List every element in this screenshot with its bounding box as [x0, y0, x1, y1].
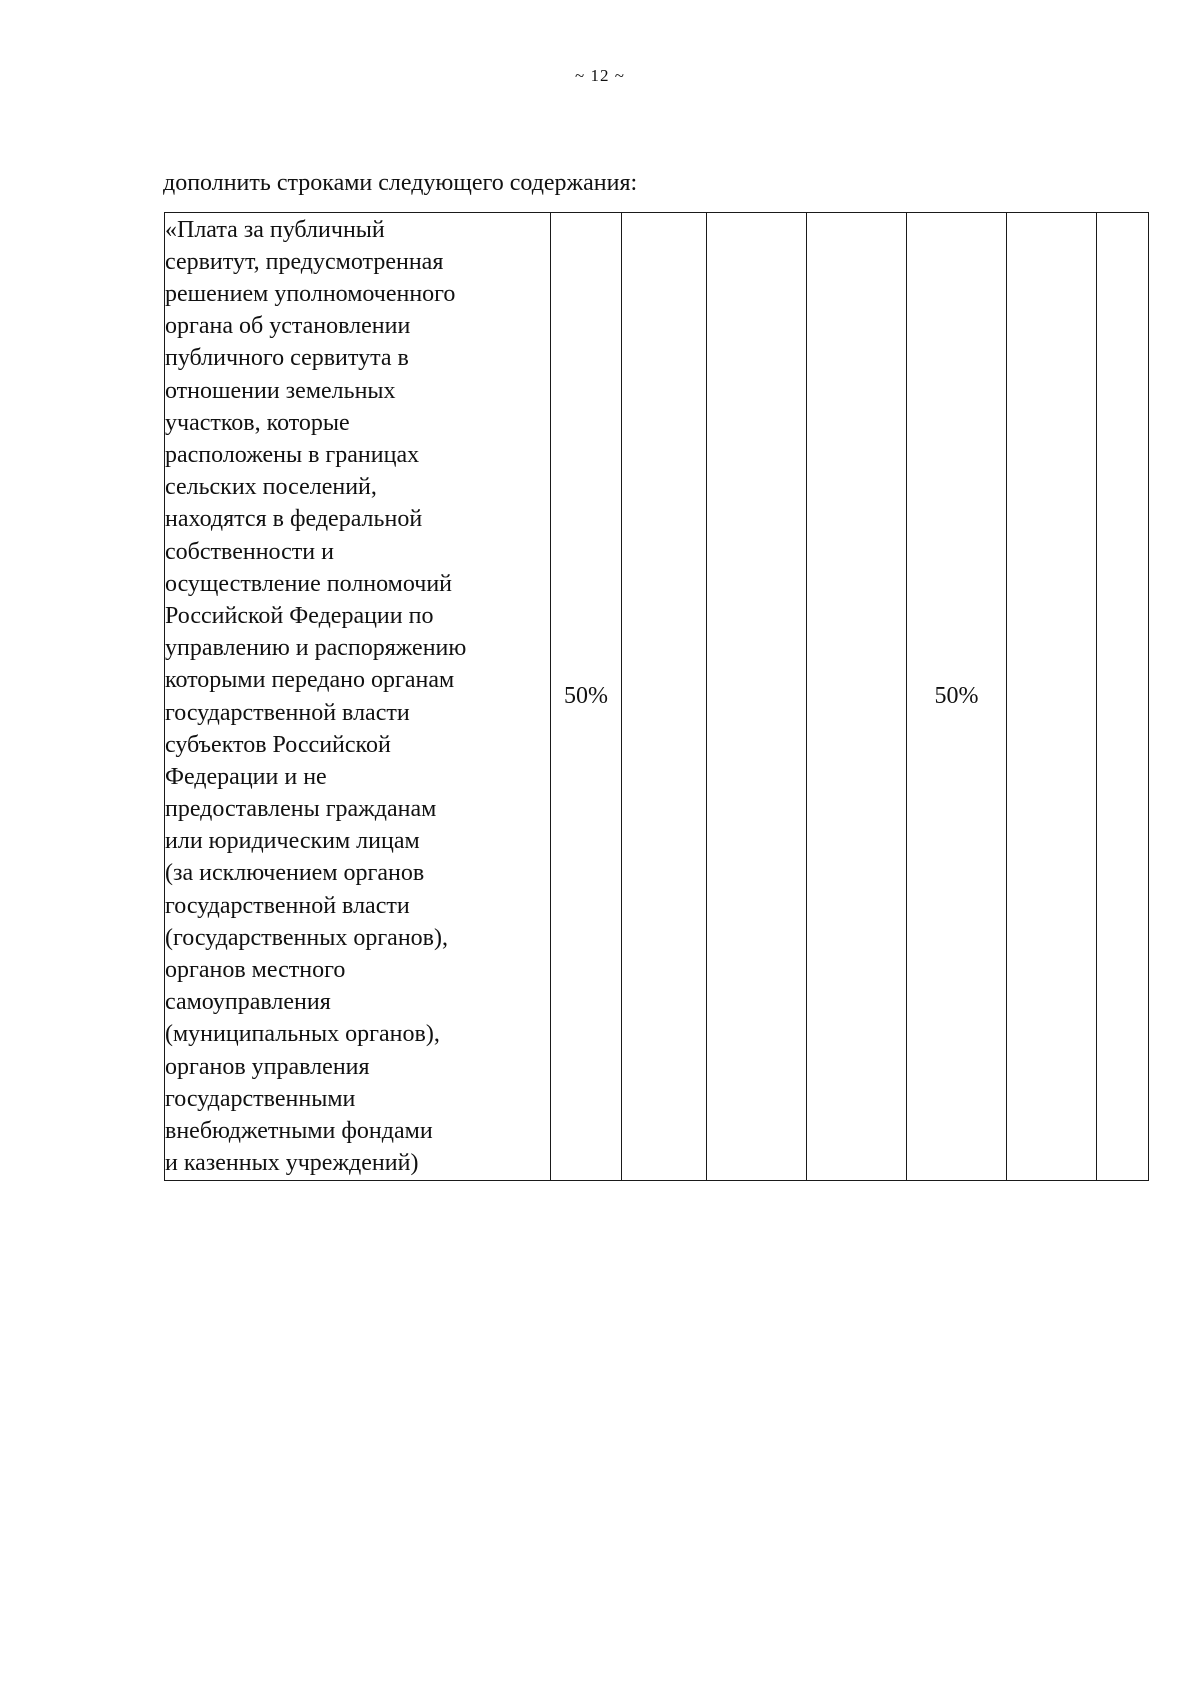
description-line: которыми передано органам — [165, 667, 455, 694]
page-number: ~ 12 ~ — [575, 66, 625, 85]
description-line: решением уполномоченного — [165, 281, 456, 308]
description-line: Федерации и не — [165, 763, 327, 790]
description-line: (муниципальных органов), — [165, 1021, 440, 1048]
description-line: отношении земельных — [165, 377, 396, 404]
description-line: Российской Федерации по — [165, 602, 434, 629]
intro-text: дополнить строками следующего содержания: — [163, 170, 638, 196]
rate-cell-2 — [622, 213, 707, 1181]
rate-cell-4 — [807, 213, 907, 1181]
description-line: и казенных учреждений) — [165, 1150, 419, 1177]
description-line: органа об установлении — [165, 313, 411, 340]
rate-cell-7 — [1097, 213, 1149, 1181]
description-text — [165, 214, 550, 1180]
description-line: субъектов Российской — [165, 731, 391, 758]
description-line: государственной власти — [165, 699, 410, 726]
description-line: государственной власти — [165, 892, 410, 919]
description-line: внебюджетными фондами — [165, 1117, 433, 1144]
description-line: органов местного — [165, 957, 346, 983]
description-line: сельских поселений, — [165, 474, 377, 501]
description-line: (государственных органов), — [165, 924, 448, 951]
description-line: публичного сервитута в — [165, 345, 409, 372]
description-line: предоставлены гражданам — [165, 796, 437, 823]
description-cell — [165, 213, 551, 1181]
description-line: находятся в федеральной — [165, 506, 423, 533]
description-line: «Плата за публичный — [165, 216, 385, 243]
description-line: участков, которые — [165, 409, 350, 436]
rate-cell-3 — [707, 213, 807, 1181]
amendment-table — [164, 212, 1149, 1181]
description-line: (за исключением органов — [165, 860, 425, 887]
description-line: государственными — [165, 1085, 356, 1112]
description-line: или юридическим лицам — [165, 828, 420, 855]
description-line: осуществление полномочий — [165, 570, 453, 597]
rate-cell-5: 50% — [907, 213, 1007, 1181]
description-line: самоуправления — [165, 989, 331, 1016]
description-line: управлению и распоряжению — [165, 635, 467, 662]
table-row — [165, 213, 1149, 1181]
description-line: расположены в границах — [165, 442, 420, 468]
rate-cell-6 — [1007, 213, 1097, 1181]
description-line: органов управления — [165, 1053, 370, 1080]
rate-cell-1: 50% — [551, 213, 622, 1181]
description-line: сервитут, предусмотренная — [165, 248, 444, 275]
description-line: собственности и — [165, 538, 334, 565]
